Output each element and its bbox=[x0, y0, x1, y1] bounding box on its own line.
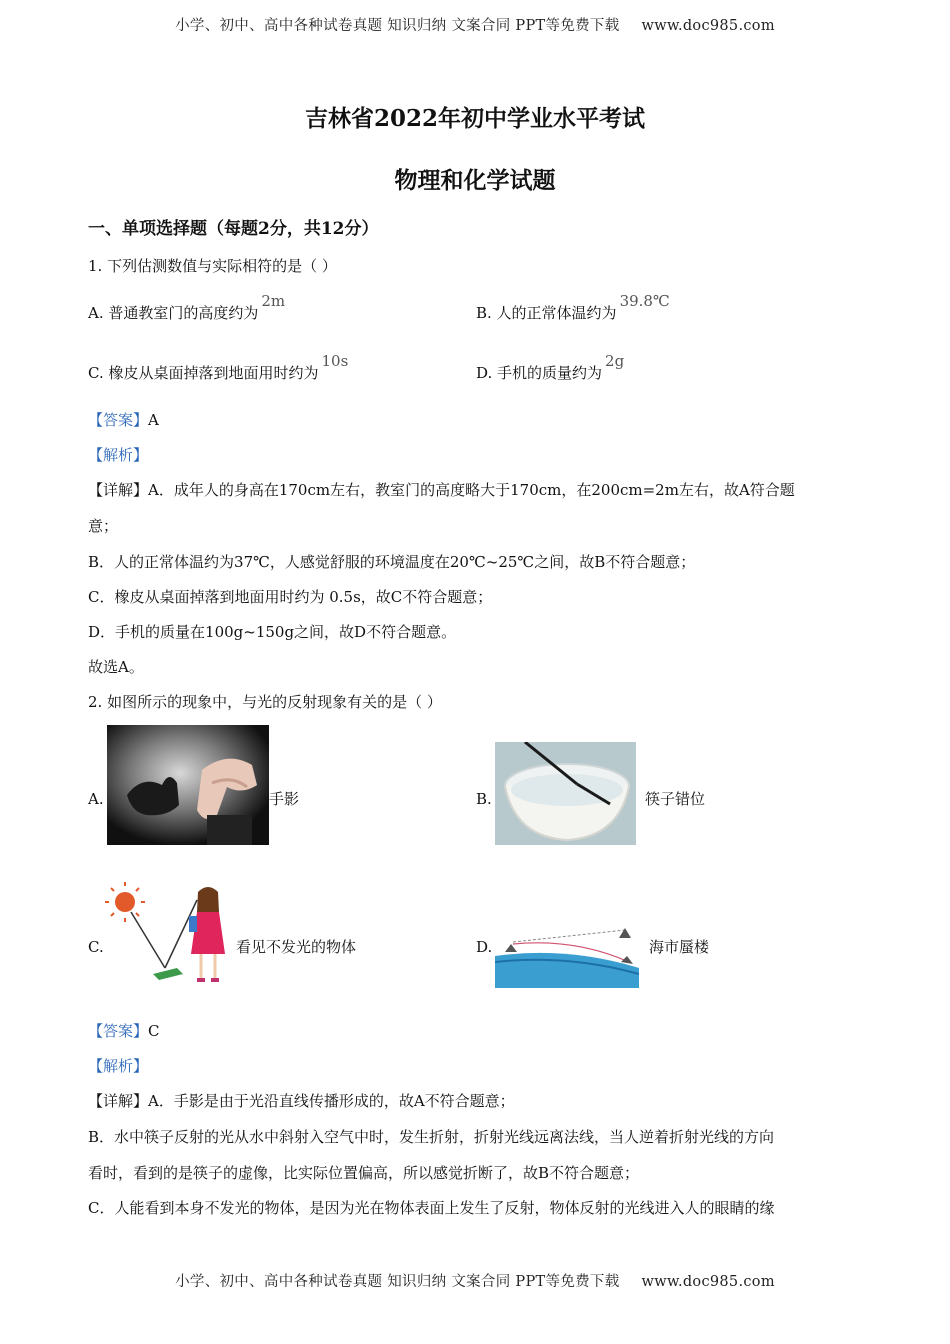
q1-detail-d: D．手机的质量在100g~150g之间，故D不符合题意。 bbox=[88, 623, 457, 641]
answer-value: A bbox=[148, 411, 159, 429]
q1-option-d bbox=[476, 352, 625, 382]
q2-option-d-label: D. bbox=[476, 938, 493, 956]
exam-subtitle: 物理和化学试题 bbox=[394, 167, 556, 194]
q1-answer bbox=[88, 413, 159, 428]
q2-detail-a bbox=[88, 1094, 515, 1109]
q2-stem: 2. 如图所示的现象中，与光的反射现象有关的是（ ） bbox=[88, 693, 442, 711]
q2-option-d-caption: 海市蜃楼 bbox=[649, 938, 710, 956]
detail-a-text: A．成年人的身高在170cm左右，教室门的高度略大于170cm，在200cm=2m左右，故A符合题 bbox=[148, 481, 795, 499]
answer-tag: 【答案】 bbox=[88, 1022, 149, 1040]
q1-detail-b: B．人的正常体温约为37℃，人感觉舒服的环境温度在20℃~25℃之间，故B不符合题意； bbox=[88, 553, 696, 571]
q1-option-a-value: 2m bbox=[261, 292, 286, 310]
footer-text: 小学、初中、高中各种试卷真题 知识归纳 文案合同 PPT等免费下载 bbox=[175, 1274, 620, 1290]
q1-option-c-value: 10s bbox=[321, 352, 349, 370]
q1-option-a-text: A. 普通教室门的高度约为 bbox=[88, 304, 259, 322]
q2-option-b-caption: 筷子错位 bbox=[645, 790, 706, 808]
q1-detail-a bbox=[88, 483, 795, 498]
q2-option-c-label: C. bbox=[88, 938, 104, 956]
q1-option-c-text: C. 橡皮从桌面掉落到地面用时约为 bbox=[88, 364, 319, 382]
header-text: 小学、初中、高中各种试卷真题 知识归纳 文案合同 PPT等免费下载 bbox=[175, 18, 620, 34]
q2-analysis-tag: 【解析】 bbox=[88, 1057, 149, 1075]
q1-detail-c: C．橡皮从桌面掉落到地面用时约为 0.5s，故C不符合题意； bbox=[88, 588, 493, 606]
q2-detail-c: C．人能看到本身不发光的物体，是因为光在物体表面上发生了反射，物体反射的光线进入人的眼睛的缘 bbox=[88, 1199, 775, 1217]
q1-conclusion: 故选A。 bbox=[88, 658, 144, 676]
header-url[interactable]: www.doc985.com bbox=[641, 18, 775, 34]
q1-analysis-tag: 【解析】 bbox=[88, 446, 149, 464]
q1-option-c bbox=[88, 352, 349, 382]
q2-option-c-caption: 看见不发光的物体 bbox=[236, 938, 357, 956]
hand-shadow-image bbox=[107, 725, 269, 845]
q2-option-a-label: A. bbox=[88, 790, 104, 808]
detail-a-text: A．手影是由于光沿直线传播形成的，故A不符合题意； bbox=[148, 1092, 515, 1110]
q2-option-a-caption: 手影 bbox=[269, 790, 300, 808]
detail-tag: 【详解】 bbox=[88, 481, 149, 499]
section-heading: 一、单项选择题（每题2分，共12分） bbox=[88, 219, 379, 239]
q1-option-d-text: D. 手机的质量约为 bbox=[476, 364, 603, 382]
q1-option-d-value: 2g bbox=[605, 352, 625, 370]
q1-stem: 1. 下列估测数值与实际相符的是（ ） bbox=[88, 257, 337, 275]
q2-answer bbox=[88, 1024, 160, 1039]
q1-option-b bbox=[476, 292, 670, 322]
q1-option-a bbox=[88, 292, 286, 322]
chopsticks-bowl-image bbox=[495, 742, 636, 845]
q1-option-b-text: B. 人的正常体温约为 bbox=[476, 304, 617, 322]
mirage-image bbox=[495, 922, 639, 988]
detail-tag: 【详解】 bbox=[88, 1092, 149, 1110]
exam-title: 吉林省2022年初中学业水平考试 bbox=[304, 105, 645, 132]
q2-option-b-label: B. bbox=[476, 790, 492, 808]
page-header bbox=[0, 14, 950, 35]
reflection-girl-image bbox=[105, 882, 235, 990]
answer-tag: 【答案】 bbox=[88, 411, 149, 429]
q2-detail-b: B．水中筷子反射的光从水中斜射入空气中时，发生折射，折射光线远离法线，当人逆着折射光线的方向 bbox=[88, 1128, 775, 1146]
page-footer bbox=[0, 1270, 950, 1291]
footer-url[interactable]: www.doc985.com bbox=[641, 1274, 775, 1290]
q2-detail-b-cont: 看时，看到的是筷子的虚像，比实际位置偏高，所以感觉折断了，故B不符合题意； bbox=[88, 1164, 640, 1182]
q1-option-b-value: 39.8℃ bbox=[619, 292, 670, 310]
answer-value: C bbox=[148, 1022, 160, 1040]
q1-detail-a-cont: 意； bbox=[88, 517, 119, 535]
